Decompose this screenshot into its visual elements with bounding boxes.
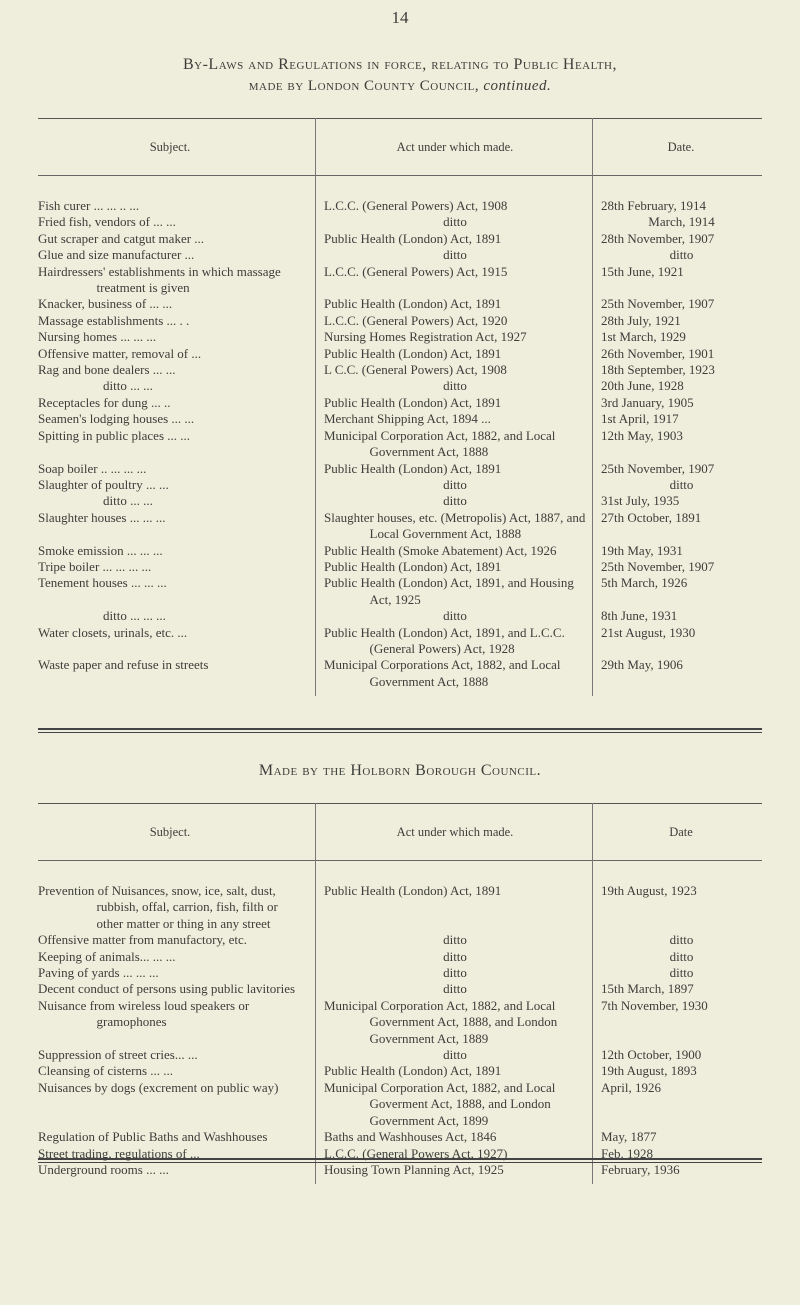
table-header <box>38 804 762 861</box>
subject-cell <box>38 998 316 1047</box>
date-text: 25th November, 1907 <box>601 296 715 312</box>
act-text: L.C.C. (General Powers Act, 1927) <box>324 1145 508 1161</box>
act-cell <box>316 981 593 997</box>
subject-text: ditto ... ... ... <box>103 608 166 624</box>
date-cell <box>593 510 763 543</box>
date-text: 18th September, 1923 <box>601 362 715 378</box>
date-text: 7th November, 1930 <box>601 997 708 1013</box>
subject-text: Decent conduct of persons using public lavitories <box>38 981 296 997</box>
subject-text: Hairdressers' establishments in which massage treatment is given <box>38 263 281 296</box>
page-heading: By-Laws and Regulations in force, relating to Public Health, <box>182 56 617 73</box>
page-subheading <box>0 78 800 95</box>
lcc-bylaws-table <box>38 118 762 696</box>
act-cell <box>316 608 593 624</box>
table-row <box>38 608 762 624</box>
act-cell <box>316 493 593 509</box>
subject-cell <box>38 1080 316 1129</box>
act-text: ditto <box>443 932 467 948</box>
subject-cell <box>38 575 316 608</box>
act-cell <box>316 1047 593 1063</box>
subject-cell <box>38 214 316 230</box>
subject-cell <box>38 346 316 362</box>
act-cell <box>316 395 593 411</box>
subject-text: Tenement houses ... ... ... <box>38 575 167 591</box>
date-text: 19th August, 1893 <box>601 1063 697 1079</box>
subject-cell <box>38 1129 316 1145</box>
table-row <box>38 998 762 1047</box>
act-text: L C.C. (General Powers) Act, 1908 <box>324 362 507 378</box>
subject-cell <box>38 965 316 981</box>
date-text: April, 1926 <box>601 1079 661 1095</box>
date-text: 1st March, 1929 <box>601 329 686 345</box>
table-row <box>38 313 762 329</box>
subject-cell <box>38 231 316 247</box>
table-row <box>38 559 762 575</box>
date-cell <box>593 1080 763 1129</box>
act-cell <box>316 428 593 461</box>
act-text: Municipal Corporation Act, 1882, and Local Goverment Act, 1888, and London Government Act, 1899 <box>324 1079 556 1128</box>
act-cell <box>316 965 593 981</box>
date-cell <box>593 395 763 411</box>
act-text: Merchant Shipping Act, 1894 ... <box>324 411 491 427</box>
section-heading-holborn: Made by the Holborn Borough Council. <box>258 762 542 779</box>
date-text: February, 1936 <box>601 1161 680 1177</box>
table-row <box>38 378 762 394</box>
subject-cell <box>38 493 316 509</box>
subject-text: Spitting in public places ... ... <box>38 427 191 443</box>
table-row <box>38 329 762 345</box>
subject-text: ditto ... ... <box>103 378 153 394</box>
subject-text: Offensive matter from manufactory, etc. <box>38 932 247 948</box>
table-header <box>38 119 762 176</box>
act-text: Public Health (London) Act, 1891, and Housing Act, 1925 <box>324 575 574 607</box>
subject-text: Nursing homes ... ... ... <box>38 329 157 345</box>
date-text: May, 1877 <box>601 1129 657 1145</box>
date-text: 28th July, 1921 <box>601 312 681 328</box>
date-cell <box>593 883 763 932</box>
act-text: Baths and Washhouses Act, 1846 <box>324 1129 497 1145</box>
subject-text: Prevention of Nuisances, snow, ice, salt, dust, rubbish, offal, carrion, fish, filth or other matter or thing in any street <box>38 883 278 931</box>
date-cell <box>593 575 763 608</box>
date-cell <box>593 1063 763 1079</box>
table-row <box>38 395 762 411</box>
subject-cell <box>38 461 316 477</box>
subheading-continued: continued. <box>483 78 552 94</box>
subject-cell <box>38 625 316 658</box>
subject-cell <box>38 198 316 214</box>
act-text: Public Health (London) Act, 1891 <box>324 230 502 246</box>
act-text: Public Health (London) Act, 1891 <box>324 883 502 898</box>
date-text: 12th October, 1900 <box>601 1047 702 1063</box>
date-cell <box>593 981 763 997</box>
act-text: Public Health (London) Act, 1891 <box>324 394 502 410</box>
table-row <box>38 543 762 559</box>
act-text: Municipal Corporations Act, 1882, and Local Government Act, 1888 <box>324 657 561 689</box>
date-cell <box>593 965 763 981</box>
table-row <box>38 461 762 477</box>
act-text: Slaughter houses, etc. (Metropolis) Act, 1887, and Local Government Act, 1888 <box>324 509 586 542</box>
date-cell <box>593 949 763 965</box>
act-cell <box>316 1063 593 1079</box>
table-row <box>38 247 762 263</box>
table-row <box>38 657 762 690</box>
table-row <box>38 932 762 948</box>
act-cell <box>316 378 593 394</box>
act-cell <box>316 883 593 932</box>
subject-cell <box>38 949 316 965</box>
act-cell <box>316 1080 593 1129</box>
subject-text: ditto ... ... <box>103 493 153 509</box>
act-text: ditto <box>443 965 467 981</box>
date-text: ditto <box>669 247 694 263</box>
header-act: Act under which made. <box>316 804 593 861</box>
subject-cell <box>38 428 316 461</box>
act-text: ditto <box>443 1047 467 1063</box>
act-cell <box>316 575 593 608</box>
act-text: ditto <box>443 608 467 624</box>
table-row <box>38 214 762 230</box>
subject-text: Cleansing of cisterns ... ... <box>38 1063 174 1079</box>
act-text: ditto <box>443 981 467 997</box>
act-cell <box>316 510 593 543</box>
subject-text: Suppression of street cries... ... <box>38 1047 198 1063</box>
subject-cell <box>38 362 316 378</box>
table-bottom-rule <box>38 1158 762 1163</box>
date-cell <box>593 346 763 362</box>
act-text: Public Health (London) Act, 1891 <box>324 345 502 361</box>
date-text: 28th February, 1914 <box>601 198 706 213</box>
subject-cell <box>38 981 316 997</box>
subject-text: Glue and size manufacturer ... <box>38 247 195 263</box>
date-cell <box>593 1047 763 1063</box>
date-text: 12th May, 1903 <box>601 427 683 443</box>
subject-cell <box>38 329 316 345</box>
date-text: 3rd January, 1905 <box>601 394 694 410</box>
act-cell <box>316 346 593 362</box>
date-cell <box>593 378 763 394</box>
act-text: Nursing Homes Registration Act, 1927 <box>324 329 527 345</box>
subject-text: Fish curer ... ... .. ... <box>38 198 140 213</box>
subject-text: Water closets, urinals, etc. ... <box>38 624 188 640</box>
table-row <box>38 264 762 297</box>
act-text: Public Health (Smoke Abatement) Act, 1926 <box>324 542 557 558</box>
subject-text: Waste paper and refuse in streets <box>38 657 209 673</box>
act-cell <box>316 214 593 230</box>
act-cell <box>316 949 593 965</box>
act-cell <box>316 625 593 658</box>
act-cell <box>316 998 593 1047</box>
act-cell <box>316 264 593 297</box>
subject-cell <box>38 1063 316 1079</box>
subject-cell <box>38 559 316 575</box>
date-cell <box>593 559 763 575</box>
act-cell <box>316 559 593 575</box>
act-text: Public Health (London) Act, 1891 <box>324 296 502 312</box>
page-number: 14 <box>391 8 409 27</box>
subject-cell <box>38 932 316 948</box>
subject-text: Keeping of animals... ... ... <box>38 948 176 964</box>
subject-cell <box>38 1162 316 1178</box>
date-text: Feb. 1928 <box>601 1145 653 1161</box>
table-row <box>38 510 762 543</box>
act-text: L.C.C. (General Powers) Act, 1915 <box>324 263 508 279</box>
table-row <box>38 198 762 214</box>
table-row <box>38 296 762 312</box>
subject-text: Underground rooms ... ... <box>38 1161 169 1177</box>
subject-cell <box>38 1047 316 1063</box>
date-cell <box>593 998 763 1047</box>
date-text: 20th June, 1928 <box>601 378 684 394</box>
table-row <box>38 428 762 461</box>
subject-cell <box>38 411 316 427</box>
date-cell <box>593 214 763 230</box>
subheading-text: made by London County Council, <box>248 78 480 94</box>
act-cell <box>316 247 593 263</box>
act-text: Public Health (London) Act, 1891 <box>324 558 502 574</box>
subject-text: Soap boiler .. ... ... ... <box>38 460 147 476</box>
act-text: Public Health (London) Act, 1891 <box>324 1063 502 1079</box>
table-row <box>38 575 762 608</box>
header-subject: Subject. <box>149 824 191 839</box>
act-cell <box>316 461 593 477</box>
subject-text: Regulation of Public Baths and Washhouses <box>38 1129 268 1145</box>
subject-cell <box>38 264 316 297</box>
table-row <box>38 1080 762 1129</box>
subject-text: Receptacles for dung ... .. <box>38 394 171 410</box>
table-row <box>38 477 762 493</box>
subject-text: Knacker, business of ... ... <box>38 296 173 312</box>
subject-cell <box>38 477 316 493</box>
date-cell <box>593 1129 763 1145</box>
subject-cell <box>38 510 316 543</box>
subject-cell <box>38 313 316 329</box>
date-text: 19th August, 1923 <box>601 883 697 898</box>
subject-cell <box>38 378 316 394</box>
subject-text: Fried fish, vendors of ... ... <box>38 214 176 230</box>
act-cell <box>316 362 593 378</box>
date-text: ditto <box>669 948 694 964</box>
subject-cell <box>38 543 316 559</box>
subject-text: Tripe boiler ... ... ... ... <box>38 558 152 574</box>
act-text: ditto <box>443 378 467 394</box>
table-row <box>38 625 762 658</box>
subject-cell <box>38 395 316 411</box>
date-text: 15th June, 1921 <box>601 263 684 279</box>
subject-text: Slaughter of poultry ... ... <box>38 476 169 492</box>
subject-cell <box>38 657 316 690</box>
table-row <box>38 411 762 427</box>
act-text: ditto <box>443 476 467 492</box>
act-cell <box>316 1129 593 1145</box>
table-row <box>38 1129 762 1145</box>
date-text: ditto <box>669 965 694 981</box>
date-text: 15th March, 1897 <box>601 981 694 997</box>
date-cell <box>593 411 763 427</box>
table-row <box>38 1063 762 1079</box>
date-cell <box>593 329 763 345</box>
subject-text: Rag and bone dealers ... ... <box>38 362 176 378</box>
act-cell <box>316 411 593 427</box>
date-text: 1st April, 1917 <box>601 411 679 427</box>
subject-cell <box>38 883 316 932</box>
date-cell <box>593 231 763 247</box>
subject-text: Seamen's lodging houses ... ... <box>38 411 195 427</box>
date-cell <box>593 461 763 477</box>
date-cell <box>593 932 763 948</box>
header-act: Act under which made. <box>316 119 593 176</box>
act-text: Public Health (London) Act, 1891 <box>324 460 502 476</box>
date-text: 27th October, 1891 <box>601 509 702 525</box>
act-cell <box>316 657 593 690</box>
table-row <box>38 362 762 378</box>
date-cell <box>593 493 763 509</box>
subject-text: Paving of yards ... ... ... <box>38 965 159 981</box>
act-text: ditto <box>443 948 467 964</box>
table-row <box>38 1162 762 1178</box>
date-text: 26th November, 1901 <box>601 345 715 361</box>
act-text: L.C.C. (General Powers) Act, 1908 <box>324 198 508 213</box>
date-cell <box>593 428 763 461</box>
header-date: Date <box>669 824 693 839</box>
table-row <box>38 231 762 247</box>
date-text: 28th November, 1907 <box>601 230 715 246</box>
act-text: Municipal Corporation Act, 1882, and Local Government Act, 1888, and London Government Act, 1889 <box>324 997 558 1046</box>
act-cell <box>316 932 593 948</box>
act-text: Public Health (London) Act, 1891, and L.C.C. (General Powers) Act, 1928 <box>324 624 565 656</box>
date-text: 29th May, 1906 <box>601 657 683 673</box>
header-date: Date. <box>667 139 695 154</box>
act-cell <box>316 198 593 214</box>
date-cell <box>593 313 763 329</box>
date-text: ditto <box>669 932 694 948</box>
date-cell <box>593 657 763 690</box>
subject-text: Massage establishments ... . . <box>38 312 190 328</box>
table-row <box>38 883 762 932</box>
act-cell <box>316 231 593 247</box>
subject-text: Street trading, regulations of ... <box>38 1145 200 1161</box>
act-cell <box>316 543 593 559</box>
table-row <box>38 965 762 981</box>
holborn-bylaws-table <box>38 803 762 1184</box>
act-cell <box>316 1162 593 1178</box>
subject-text: Nuisance from wireless loud speakers or gramophones <box>38 997 250 1030</box>
date-text: 5th March, 1926 <box>601 575 688 591</box>
date-cell <box>593 543 763 559</box>
date-text: 31st July, 1935 <box>601 493 680 509</box>
subject-cell <box>38 608 316 624</box>
act-cell <box>316 477 593 493</box>
date-cell <box>593 625 763 658</box>
date-text: March, 1914 <box>648 214 715 230</box>
date-cell <box>593 1162 763 1178</box>
date-cell <box>593 296 763 312</box>
date-cell <box>593 477 763 493</box>
date-cell <box>593 608 763 624</box>
date-text: 25th November, 1907 <box>601 460 715 476</box>
act-cell <box>316 329 593 345</box>
table-row <box>38 949 762 965</box>
subject-cell <box>38 296 316 312</box>
subject-cell <box>38 247 316 263</box>
date-cell <box>593 362 763 378</box>
act-text: ditto <box>443 214 467 230</box>
date-text: 21st August, 1930 <box>601 624 696 640</box>
table-row <box>38 493 762 509</box>
act-text: Housing Town Planning Act, 1925 <box>324 1161 504 1177</box>
act-text: ditto <box>443 493 467 509</box>
subject-text: Slaughter houses ... ... ... <box>38 509 166 525</box>
table-row <box>38 346 762 362</box>
date-text: 8th June, 1931 <box>601 608 678 624</box>
subject-text: Smoke emission ... ... ... <box>38 542 163 558</box>
subject-text: Offensive matter, removal of ... <box>38 345 202 361</box>
table-row <box>38 981 762 997</box>
date-text: 25th November, 1907 <box>601 558 715 574</box>
header-subject: Subject. <box>149 139 191 154</box>
date-cell <box>593 264 763 297</box>
act-cell <box>316 313 593 329</box>
date-cell <box>593 198 763 214</box>
act-text: Municipal Corporation Act, 1882, and Local Government Act, 1888 <box>324 427 556 460</box>
subject-text: Nuisances by dogs (excrement on public way) <box>38 1079 279 1095</box>
date-text: 19th May, 1931 <box>601 542 683 558</box>
act-text: L.C.C. (General Powers) Act, 1920 <box>324 312 508 328</box>
date-text: ditto <box>669 476 694 492</box>
table-bottom-rule <box>38 728 762 733</box>
table-row <box>38 1047 762 1063</box>
act-text: ditto <box>443 247 467 263</box>
date-cell <box>593 247 763 263</box>
subject-text: Gut scraper and catgut maker ... <box>38 230 205 246</box>
act-cell <box>316 296 593 312</box>
